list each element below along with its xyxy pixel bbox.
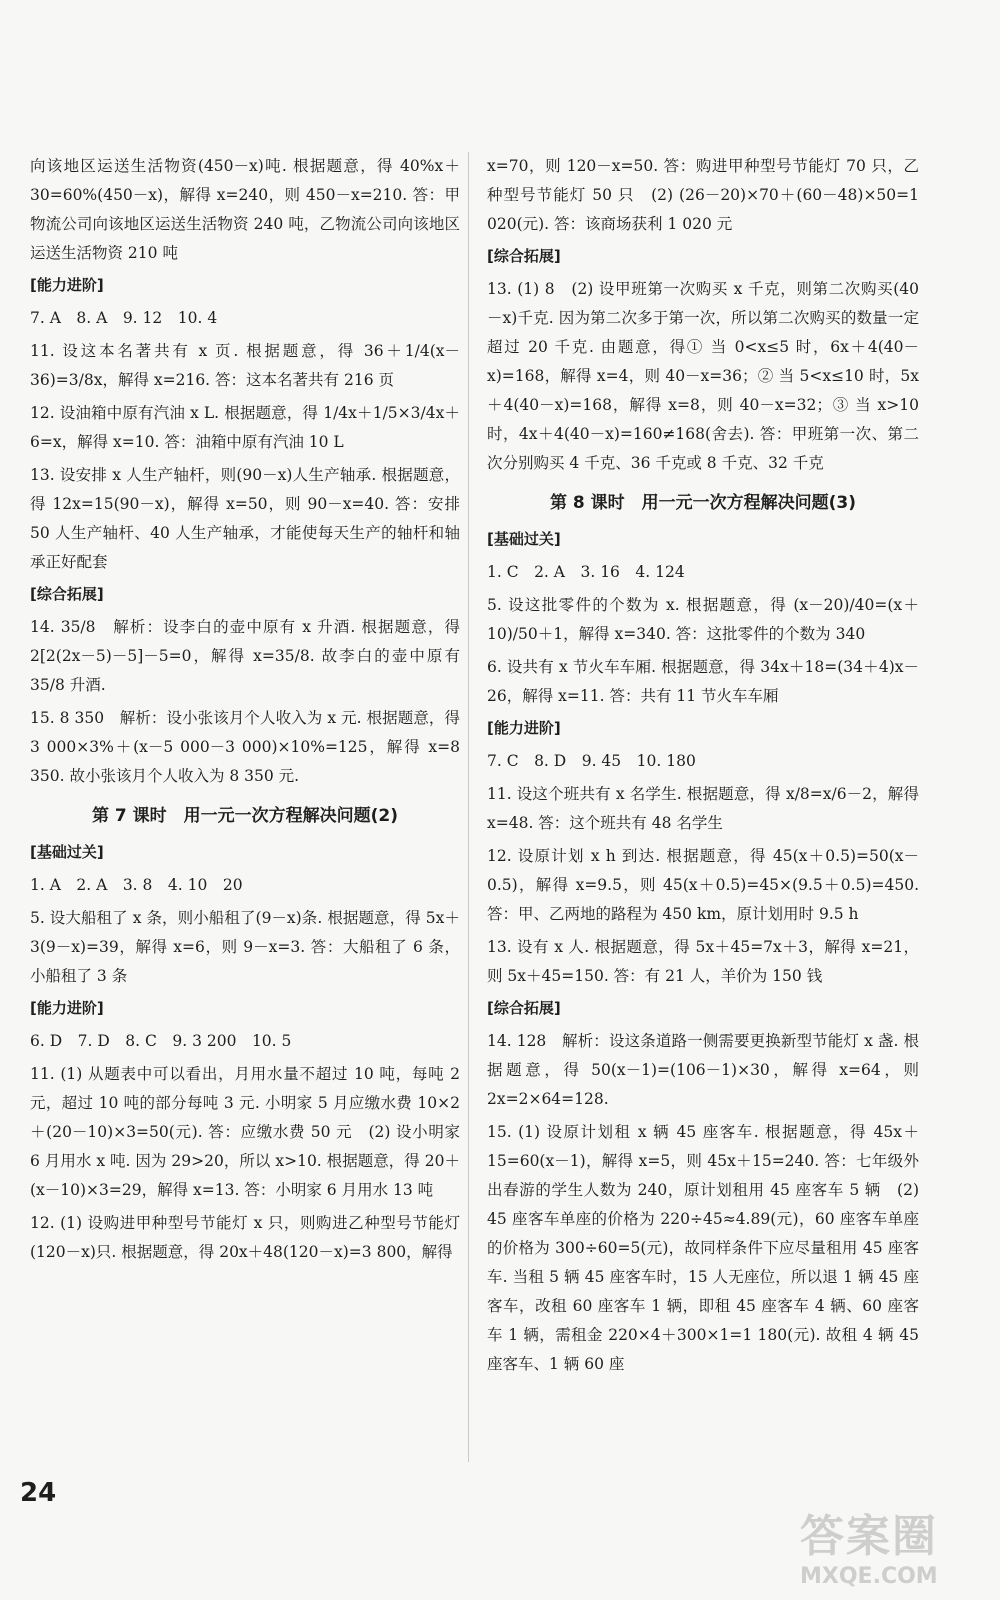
answer-paragraph: 向该地区运送生活物资(450－x)吨. 根据题意，得 40%x＋30=60%(450－x)，解得 x=240，则 450－x=210. 答：甲物流公司向该地区运送生活物资 240 吨，乙物流公司向该地区运送生活物资 210 吨 [30,157,460,262]
section-heading: [综合拓展] [487,999,561,1017]
watermark-url: MXQE.COM [800,1564,938,1589]
answer-paragraph: 13. 设安排 x 人生产轴杆，则(90－x)人生产轴承. 根据题意，得 12x=15(90－x)，解得 x=50，则 90－x=40. 答：安排 50 人生产轴杆、40 人生产轴承，才能使每天生产的轴杆和轴承正好配套 [30,466,460,571]
section-heading: [基础过关] [30,843,104,861]
answer-paragraph: 1. C 2. A 3. 16 4. 124 [487,563,685,581]
section-heading: [能力进阶] [487,719,561,737]
lesson-title: 第 8 课时 用一元一次方程解决问题(3) [549,493,857,513]
answer-paragraph: 14. 35/8 解析：设李白的壶中原有 x 升酒. 根据题意，得 2[2(2x－5)－5]－5=0，解得 x=35/8. 故李白的壶中原有 35/8 升酒. [30,618,460,694]
section-heading: [综合拓展] [487,247,561,265]
answer-paragraph: 12. 设原计划 x h 到达. 根据题意，得 45(x＋0.5)=50(x－0.5)，解得 x=9.5，则 45(x＋0.5)=45×(9.5＋0.5)=450. 答：甲、乙两地的路程为 450 km，原计划用时 9.5 h [487,847,919,923]
answer-paragraph: 13. (1) 8 (2) 设甲班第一次购买 x 千克，则第二次购买(40－x)千克. 因为第二次多于第一次，所以第二次购买的数量一定超过 20 千克. 由题意，得① 当 0<x≤5 时，6x＋4(40－x)=168，解得 x=4，则 40－x=36；② 当 5<x≤10 时，5x＋4(40－x)=168，解得 x=8，则 40－x=32；③ 当 x>10 时，4x＋4(40－x)=160≠168(舍去). 答：甲班第一次、第二次分别购买 4 千克、36 千克或 8 千克、32 千克 [487,280,919,472]
section-heading: [能力进阶] [30,276,104,294]
answer-paragraph: 7. A 8. A 9. 12 10. 4 [30,309,218,327]
watermark-logo [800,1500,970,1590]
answer-paragraph: 12. 设油箱中原有汽油 x L. 根据题意，得 1/4x＋1/5×3/4x＋6=x，解得 x=10. 答：油箱中原有汽油 10 L [30,404,460,451]
column-divider [468,152,469,1462]
watermark-text: 答案圈 [800,1511,938,1562]
answer-paragraph: x=70，则 120－x=50. 答：购进甲种型号节能灯 70 只，乙种型号节能灯 50 只 (2) (26－20)×70＋(60－48)×50=1 020(元). 答：该商场获利 1 020 元 [487,157,919,233]
section-heading: [能力进阶] [30,999,104,1017]
answer-paragraph: 11. 设这个班共有 x 名学生. 根据题意，得 x/8=x/6－2，解得 x=48. 答：这个班共有 48 名学生 [487,785,919,832]
answer-paragraph: 11. (1) 从题表中可以看出，月用水量不超过 10 吨，每吨 2 元，超过 10 吨的部分每吨 3 元. 小明家 5 月应缴水费 10×2＋(20－10)×3=50(元). 答：应缴水费 50 元 (2) 设小明家 6 月用水 x 吨. 因为 29>20，所以 x>10. 根据题意，得 20＋(x－10)×3=29，解得 x=13. 答：小明家 6 月用水 13 吨 [30,1065,460,1199]
answer-paragraph: 5. 设大船租了 x 条，则小船租了(9－x)条. 根据题意，得 5x＋3(9－x)=39，解得 x=6，则 9－x=3. 答：大船租了 6 条，小船租了 3 条 [30,909,460,985]
answer-paragraph: 6. D 7. D 8. C 9. 3 200 10. 5 [30,1032,292,1050]
lesson-title: 第 7 课时 用一元一次方程解决问题(2) [91,806,399,826]
answer-paragraph: 6. 设共有 x 节火车车厢. 根据题意，得 34x＋18=(34＋4)x－26，解得 x=11. 答：共有 11 节火车车厢 [487,658,919,705]
page-number: 24 [20,1478,57,1508]
answer-paragraph: 1. A 2. A 3. 8 4. 10 20 [30,876,243,894]
answer-paragraph: 15. (1) 设原计划租 x 辆 45 座客车. 根据题意，得 45x＋15=60(x－1)，解得 x=5，则 45x＋15=240. 答：七年级外出春游的学生人数为 240，原计划租用 45 座客车 5 辆 (2) 45 座客车单座的价格为 220÷45≈4.89(元)，60 座客车单座的价格为 300÷60=5(元)，故同样条件下应尽量租用 45 座客车. 当租 5 辆 45 座客车时，15 人无座位，所以退 1 辆 45 座客车，改租 60 座客车 1 辆，即租 45 座客车 4 辆、60 座客车 1 辆，需租金 220×4＋300×1=1 180(元). 故租 4 辆 45 座客车、1 辆 60 座 [487,1123,919,1373]
answer-paragraph: 13. 设有 x 人. 根据题意，得 5x＋45=7x＋3，解得 x=21，则 5x＋45=150. 答：有 21 人，羊价为 150 钱 [487,938,919,985]
answer-paragraph: 12. (1) 设购进甲种型号节能灯 x 只，则购进乙种型号节能灯(120－x)只. 根据题意，得 20x＋48(120－x)=3 800，解得 [30,1214,460,1261]
section-heading: [基础过关] [487,530,561,548]
right-column [487,152,919,1383]
section-heading: [综合拓展] [30,585,104,603]
left-column [30,152,460,1271]
answer-paragraph: 11. 设这本名著共有 x 页. 根据题意，得 36＋1/4(x－36)=3/8x，解得 x=216. 答：这本名著共有 216 页 [30,342,460,389]
answer-paragraph: 5. 设这批零件的个数为 x. 根据题意，得 (x－20)/40=(x＋10)/50＋1，解得 x=340. 答：这批零件的个数为 340 [487,596,919,643]
answer-paragraph: 14. 128 解析：设这条道路一侧需要更换新型节能灯 x 盏. 根据题意，得 50(x－1)=(106－1)×30，解得 x=64，则 2x=2×64=128. [487,1032,919,1108]
answer-paragraph: 15. 8 350 解析：设小张该月个人收入为 x 元. 根据题意，得 3 000×3%＋(x－5 000－3 000)×10%=125，解得 x=8 350. 故小张该月个人收入为 8 350 元. [30,709,460,785]
answer-paragraph: 7. C 8. D 9. 45 10. 180 [487,752,696,770]
